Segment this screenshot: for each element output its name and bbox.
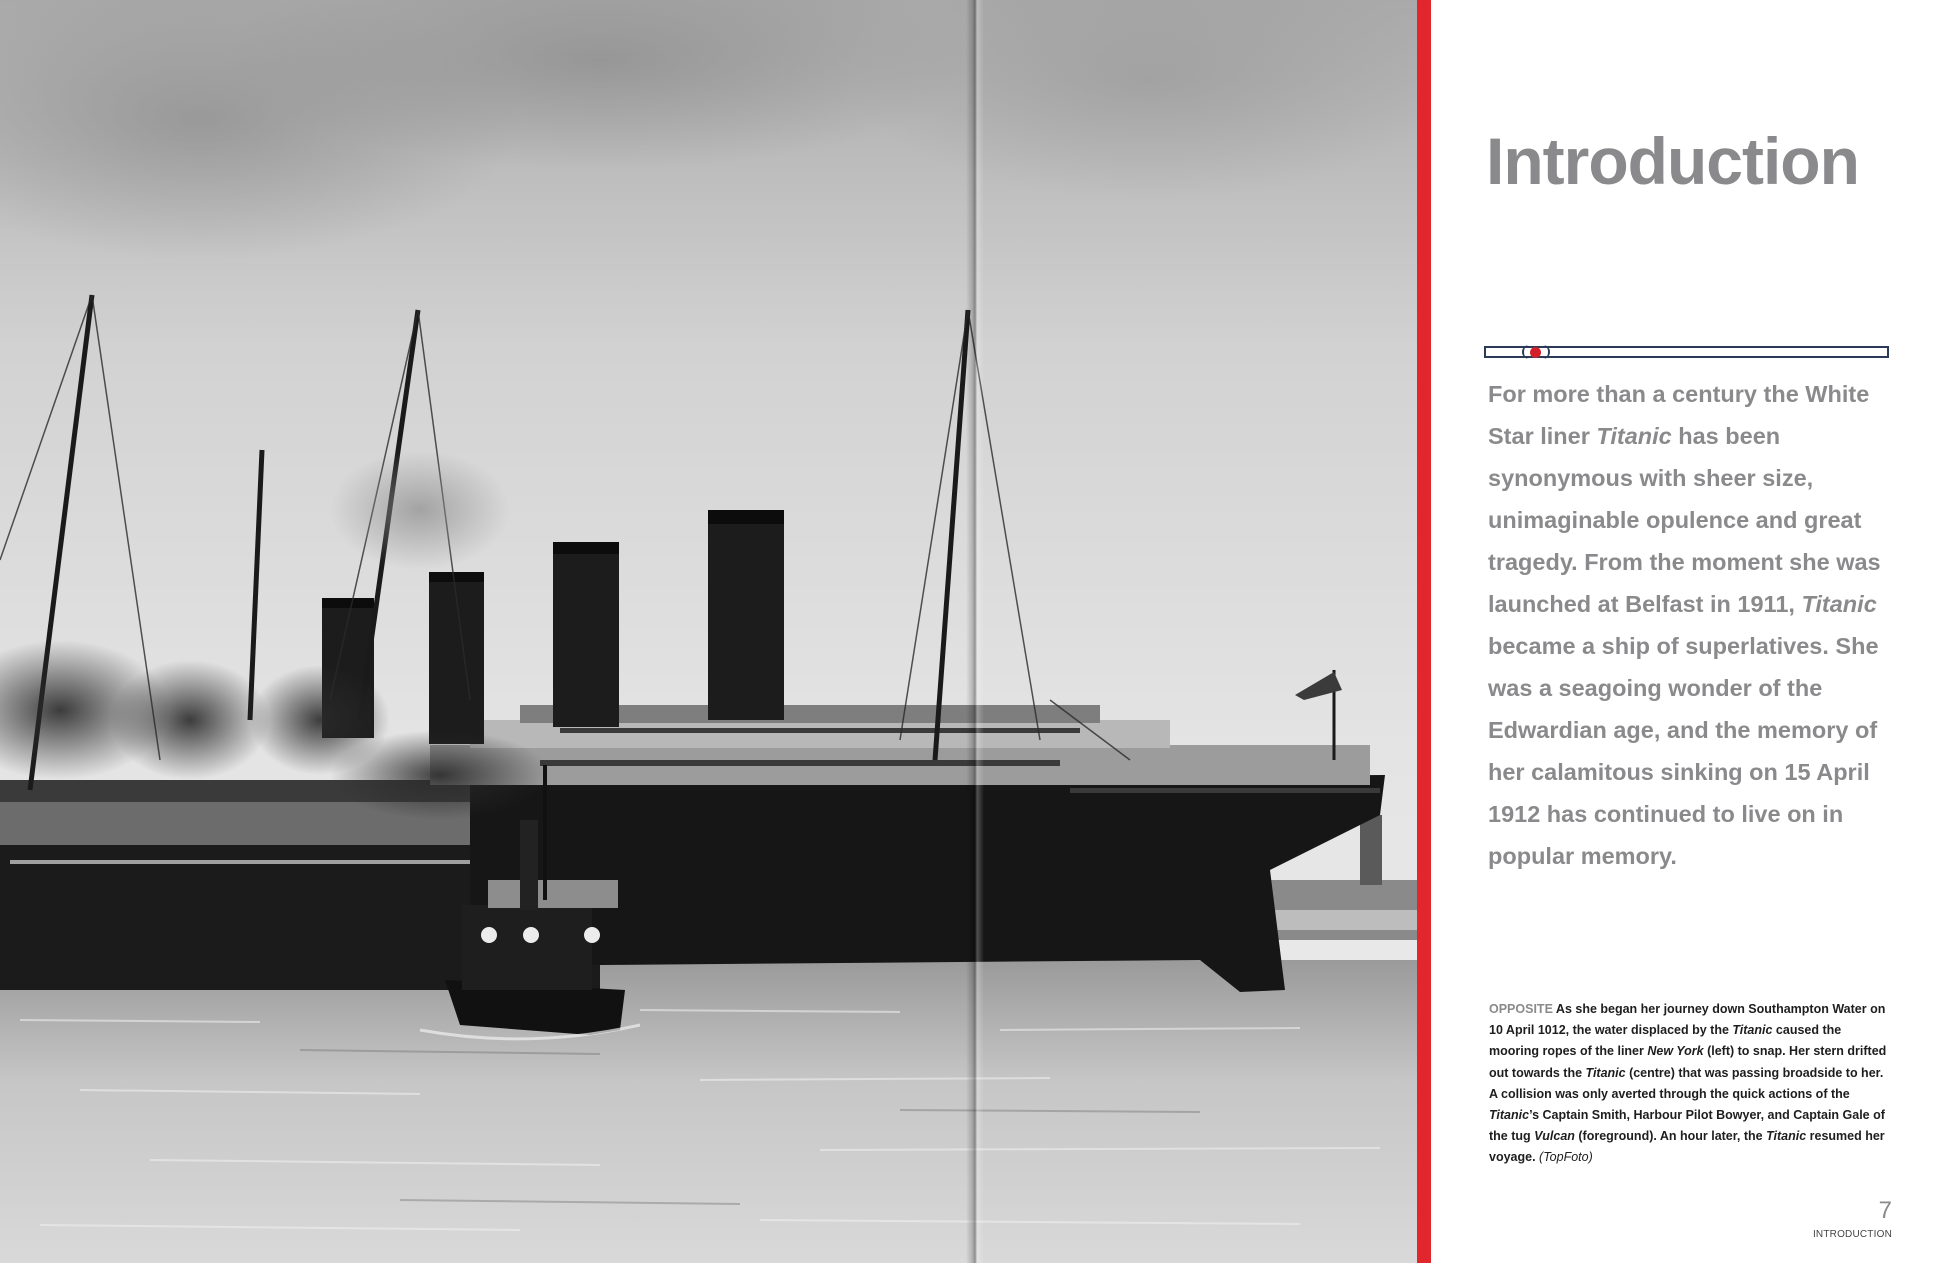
page-number: 7 (1878, 1197, 1892, 1224)
caption-run: resumed her voyage. (1489, 1129, 1885, 1165)
page-title: Introduction (1486, 124, 1859, 198)
caption-run: ’s Captain Smith, Harbour Pilot Bowyer, and Captain Gale of the tug (1489, 1108, 1885, 1144)
caption-run: caused the mooring ropes of the liner (1489, 1023, 1842, 1059)
book-gutter-shadow (966, 0, 984, 1263)
intro-run: Titanic (1596, 423, 1672, 449)
caption-run: New York (1647, 1044, 1704, 1059)
section-divider (1484, 346, 1889, 358)
intro-run: has been synonymous with sheer size, unimaginable opulence and great tragedy. From the moment she was launched at Belfast in 1911, (1488, 423, 1881, 617)
intro-run: became a ship of superlatives. She was a seagoing wonder of the Edwardian age, and the memory of her calamitous sinking on 15 April 1912 has continued to live on in popular memory. (1488, 633, 1879, 869)
caption-run: Titanic (1766, 1129, 1807, 1144)
photo-caption (1489, 999, 1894, 1169)
intro-run: Titanic (1801, 591, 1877, 617)
intro-paragraph (1488, 373, 1898, 877)
caption-run: Vulcan (1534, 1129, 1575, 1144)
intro-run: For more than a century the White Star liner (1488, 381, 1870, 449)
running-foot: INTRODUCTION (1812, 1229, 1892, 1240)
caption-lead: OPPOSITE (1489, 1002, 1553, 1016)
caption-run: Titanic (1732, 1023, 1773, 1038)
caption-body (1489, 1002, 1886, 1164)
red-dot-icon (1530, 347, 1541, 358)
caption-run: Titanic (1489, 1108, 1530, 1123)
caption-run: (left) to snap. Her stern drifted out towards the (1489, 1044, 1887, 1080)
caption-run: (foreground). An hour later, the (1574, 1129, 1767, 1144)
caption-run: (centre) that was passing broadside to her. A collision was only averted through the quick actions of the (1489, 1065, 1884, 1101)
red-vertical-rule (1417, 0, 1431, 1263)
caption-run: As she began her journey down Southampton Water on 10 April 1012, the water displaced by the (1489, 1002, 1886, 1038)
caption-credit: (TopFoto) (1539, 1150, 1593, 1165)
caption-run: Titanic (1585, 1065, 1626, 1080)
